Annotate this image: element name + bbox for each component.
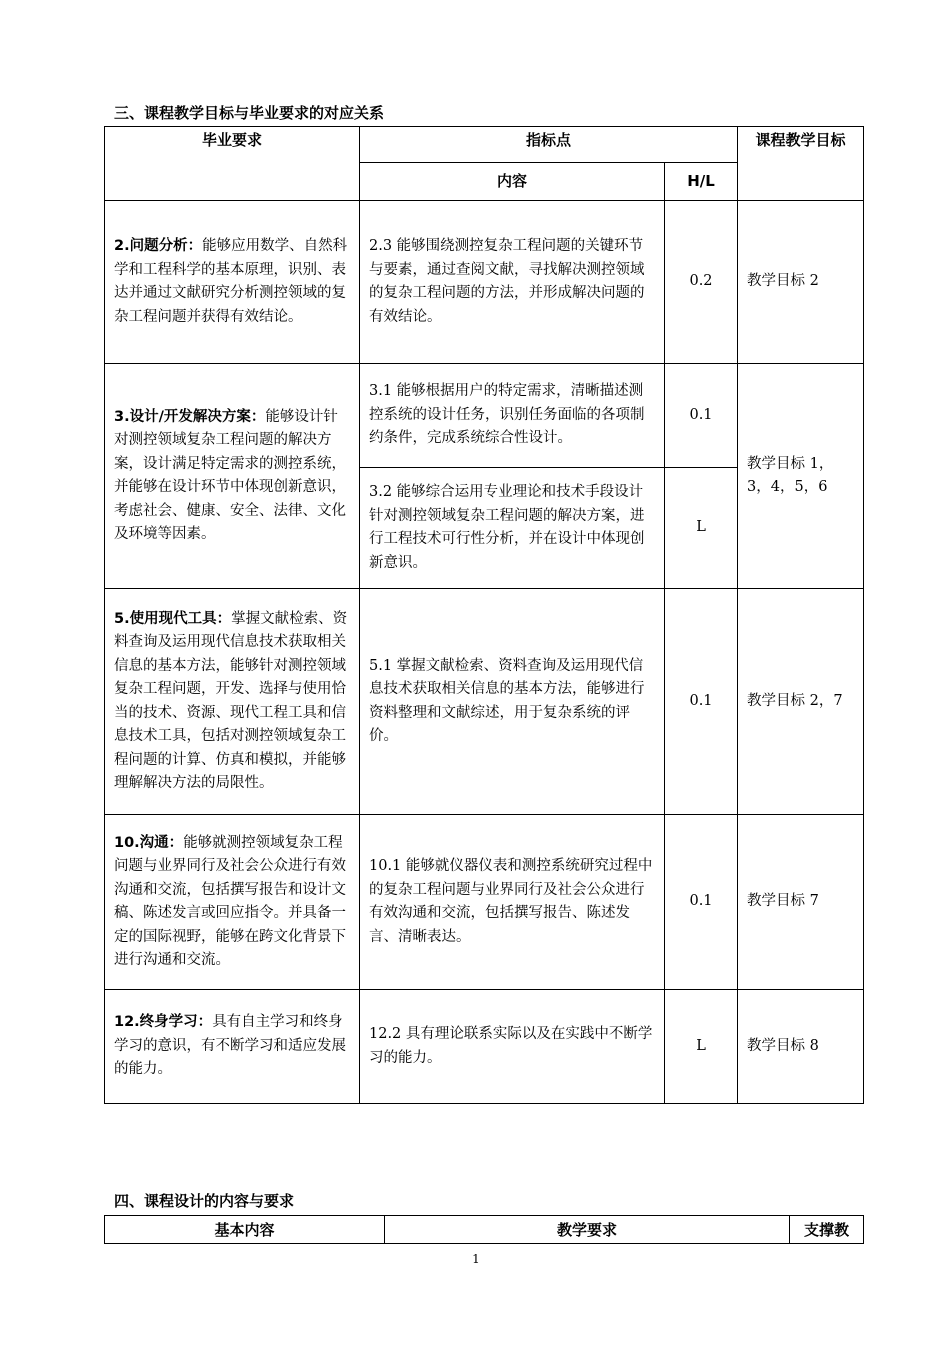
requirement-cell	[105, 990, 360, 1104]
requirement-text: 能够应用数学、自然科学和工程科学的基本原理，识别、表达并通过文献研究分析测控领域的复杂工程问题并获得有效结论。	[114, 238, 348, 325]
indicator-content: 12.2 具有理论联系实际以及在实践中不断学习的能力。	[360, 990, 665, 1104]
requirement-text: 能够就测控领域复杂工程问题与业界同行及社会公众进行有效沟通和交流，包括撰写报告和设计文稿、陈述发言或回应指令。并具备一定的国际视野，能够在跨文化背景下进行沟通和交流。	[114, 834, 346, 968]
table-row	[105, 815, 864, 990]
section-4-title: 四、课程设计的内容与要求	[114, 1192, 295, 1210]
indicator-content: 10.1 能够就仪器仪表和测控系统研究过程中的复杂工程问题与业界同行及社会公众进行有效沟通和交流，包括撰写报告、陈述发言、清晰表达。	[360, 815, 665, 990]
page-number: 1	[472, 1252, 480, 1266]
indicator-content: 3.1 能够根据用户的特定需求，清晰描述测控系统的设计任务，识别任务面临的各项制约条件，完成系统综合性设计。	[360, 364, 665, 468]
table-row	[105, 364, 864, 468]
requirement-cell	[105, 201, 360, 364]
course-objective: 教学目标 2，7	[738, 589, 864, 815]
indicator-content: 3.2 能够综合运用专业理论和技术手段设计针对测控领域复杂工程问题的解决方案，进行工程技术可行性分析，并在设计中体现创新意识。	[360, 468, 665, 589]
header-support: 支撑教	[790, 1216, 864, 1244]
table-row	[105, 589, 864, 815]
requirement-title: 3.设计/开发解决方案：	[114, 408, 266, 425]
requirement-cell	[105, 815, 360, 990]
header-basic-content: 基本内容	[105, 1216, 385, 1244]
hl-value: L	[665, 468, 738, 589]
requirement-text: 能够设计针对测控领域复杂工程问题的解决方案，设计满足特定需求的测控系统，并能够在设计环节中体现创新意识，考虑社会、健康、安全、法律、文化及环境等因素。	[114, 408, 346, 542]
hl-value: 0.2	[665, 201, 738, 364]
indicator-content: 2.3 能够围绕测控复杂工程问题的关键环节与要素，通过查阅文献，寻找解决测控领域的复杂工程问题的方法，并形成解决问题的有效结论。	[360, 201, 665, 364]
hl-value: 0.1	[665, 589, 738, 815]
requirement-text: 掌握文献检索、资料查询及运用现代信息技术获取相关信息的基本方法，能够针对测控领域复杂工程问题，开发、选择与使用恰当的技术、资源、现代工程工具和信息技术工具，包括对测控领域复杂工程问题的计算、仿真和模拟，并能够理解解决方法的局限性。	[114, 610, 348, 791]
course-objective: 教学目标 7	[738, 815, 864, 990]
header-content: 内容	[360, 163, 665, 201]
section-3-title: 三、课程教学目标与毕业要求的对应关系	[114, 104, 385, 122]
objectives-mapping-table	[104, 126, 864, 1104]
header-hl: H/L	[665, 163, 738, 201]
hl-value: L	[665, 990, 738, 1104]
table-row	[105, 990, 864, 1104]
hl-value: 0.1	[665, 364, 738, 468]
requirement-title: 2.问题分析：	[114, 238, 203, 254]
course-objective: 教学目标 1，3，4，5，6	[738, 364, 864, 589]
header-teaching-requirement: 教学要求	[385, 1216, 790, 1244]
indicator-content: 5.1 掌握文献检索、资料查询及运用现代信息技术获取相关信息的基本方法，能够进行资料整理和文献综述，用于复杂系统的评价。	[360, 589, 665, 815]
header-graduation-requirement: 毕业要求	[105, 127, 360, 201]
table-row	[105, 201, 864, 364]
requirement-title: 12.终身学习：	[114, 1014, 213, 1031]
course-objective: 教学目标 8	[738, 990, 864, 1104]
requirement-title: 5.使用现代工具：	[114, 610, 232, 627]
requirement-cell	[105, 364, 360, 589]
course-objective: 教学目标 2	[738, 201, 864, 364]
header-indicator: 指标点	[360, 127, 738, 163]
requirement-title: 10.沟通：	[114, 834, 184, 851]
header-course-objective: 课程教学目标	[738, 127, 864, 201]
hl-value: 0.1	[665, 815, 738, 990]
requirement-cell	[105, 589, 360, 815]
requirement-text: 具有自主学习和终身学习的意识，有不断学习和适应发展的能力。	[114, 1014, 346, 1078]
course-design-table	[104, 1215, 864, 1244]
